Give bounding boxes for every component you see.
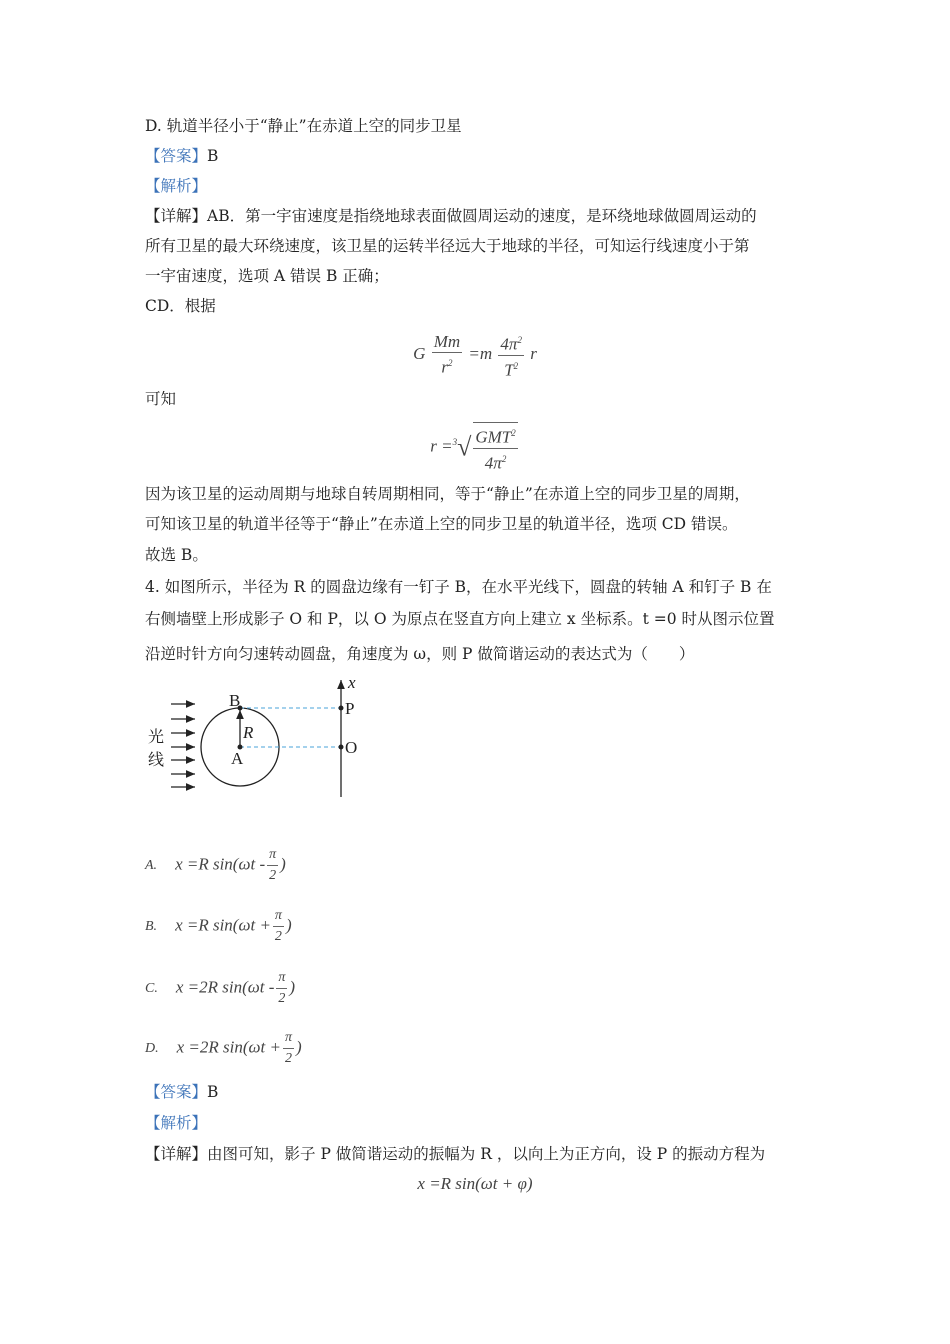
option-c[interactable] (145, 968, 295, 1009)
label-light2: 线 (148, 750, 165, 769)
text-line: 因为该卫星的运动周期与地球自转周期相同，等于“静止”在赤道上空的同步卫星的周期， (145, 485, 750, 503)
label-o: O (345, 738, 358, 757)
f2-exp: 2 (511, 428, 516, 438)
f2-num: GMT (475, 427, 512, 447)
label-x: x (348, 673, 356, 692)
detail-text: 一宇宙速度，选项 A 错误 B 正确； (145, 267, 389, 285)
label-light: 光 (148, 727, 165, 746)
option-label: C. (145, 981, 158, 997)
answer-tag: 【答案】 (145, 1083, 208, 1101)
option-expr: x =2R sin(ωt + (176, 1037, 281, 1057)
option-expr: x =2R sin(ωt - (175, 977, 275, 997)
option-label: D. (145, 1041, 159, 1057)
q4-stem: 右侧墙壁上形成影子 O 和 P，以 O 为原点在竖直方向上建立 x 坐标系。t =0 时从图示位置 (145, 610, 775, 628)
option-b[interactable] (145, 906, 292, 947)
f-num2: 4π (500, 334, 518, 354)
label-a: A (231, 749, 244, 768)
f-exp: 2 (447, 358, 453, 369)
option-expr: x =R sin(ωt + (175, 915, 271, 935)
f2-den: 4π (484, 453, 502, 473)
light-arrows (171, 704, 195, 787)
frac-num: π (283, 1028, 294, 1049)
label-b: B (229, 691, 241, 710)
f2-exp: 2 (501, 453, 507, 464)
label-p: P (345, 699, 355, 718)
f-g: G (413, 344, 426, 364)
f-eq: =m (468, 344, 493, 364)
option-close: ) (289, 977, 296, 997)
option-d[interactable] (145, 1028, 302, 1069)
formula-radius: r =$^3$√ $\frac{GMT^2}{4\pi^2}$ (0, 422, 950, 473)
answer-tag: 【答案】 (145, 147, 208, 165)
detail-text: AB．第一宇宙速度是指绕地球表面做圆周运动的速度，是环绕地球做圆周运动的 (207, 207, 757, 225)
formula-gravity (0, 330, 950, 380)
option-d-text: D. 轨道半径小于“静止”在赤道上空的同步卫星 (145, 117, 462, 135)
detail-tag: 【详解】 (145, 207, 208, 225)
disk-shadow-figure (140, 670, 390, 810)
f-den: r (441, 357, 448, 377)
frac-num: π (267, 845, 278, 866)
detail-text: 由图可知，影子 P 做简谐运动的振幅为 R ，以向上为正方向，设 P 的振动方程为 (207, 1145, 766, 1163)
option-label: A. (145, 858, 158, 874)
frac-num: π (273, 906, 284, 927)
option-label: B. (145, 919, 158, 935)
detail-text: 所有卫星的最大环绕速度，该卫星的运转半径远大于地球的半径，可知运行线速度小于第 (145, 237, 750, 255)
option-close: ) (285, 915, 292, 935)
root-index: 3 (452, 436, 458, 447)
label-r: R (243, 723, 254, 742)
q4-stem: 沿逆时针方向匀速转动圆盘，角速度为 ω，则 P 做简谐运动的表达式为（ ） (145, 645, 695, 663)
option-a[interactable] (145, 845, 286, 886)
f-exp: 2 (517, 335, 522, 345)
q4-analysis-tag: 【解析】 (145, 1114, 208, 1132)
f-num: Mm (433, 332, 461, 352)
frac-num: π (276, 968, 287, 989)
f-den2: T (504, 360, 514, 380)
detail-text: CD．根据 (145, 297, 216, 315)
option-expr: x =R sin(ωt - (175, 854, 266, 874)
text-line: 故选 B。 (145, 546, 208, 564)
frac-den: 2 (278, 991, 286, 1006)
q4-formula: x =R sin(ωt + φ) (417, 1174, 533, 1193)
q4-stem: 4. 如图所示，半径为 R 的圆盘边缘有一钉子 B，在水平光线下，圆盘的转轴 A 和钉子 B 在 (145, 578, 772, 596)
detail-line (145, 206, 757, 226)
q4-detail-line (145, 1144, 765, 1164)
f2-lhs: r = (430, 436, 453, 456)
frac-den: 2 (269, 868, 277, 883)
option-close: ) (296, 1037, 302, 1057)
kezhi: 可知 (145, 390, 177, 408)
answer-line (145, 146, 218, 166)
frac-den: 2 (274, 929, 282, 944)
text-line: 可知该卫星的轨道半径等于“静止”在赤道上空的同步卫星的轨道半径，选项 CD 错误。 (145, 515, 738, 533)
option-close: ) (280, 854, 286, 874)
frac-den: 2 (284, 1051, 292, 1066)
answer: B (207, 147, 219, 165)
q4-answer-line (145, 1082, 218, 1102)
analysis-tag: 【解析】 (145, 177, 208, 195)
answer: B (207, 1083, 219, 1101)
f-tail: r (530, 344, 537, 364)
f-exp: 2 (513, 360, 519, 371)
detail-tag: 【详解】 (145, 1145, 208, 1163)
